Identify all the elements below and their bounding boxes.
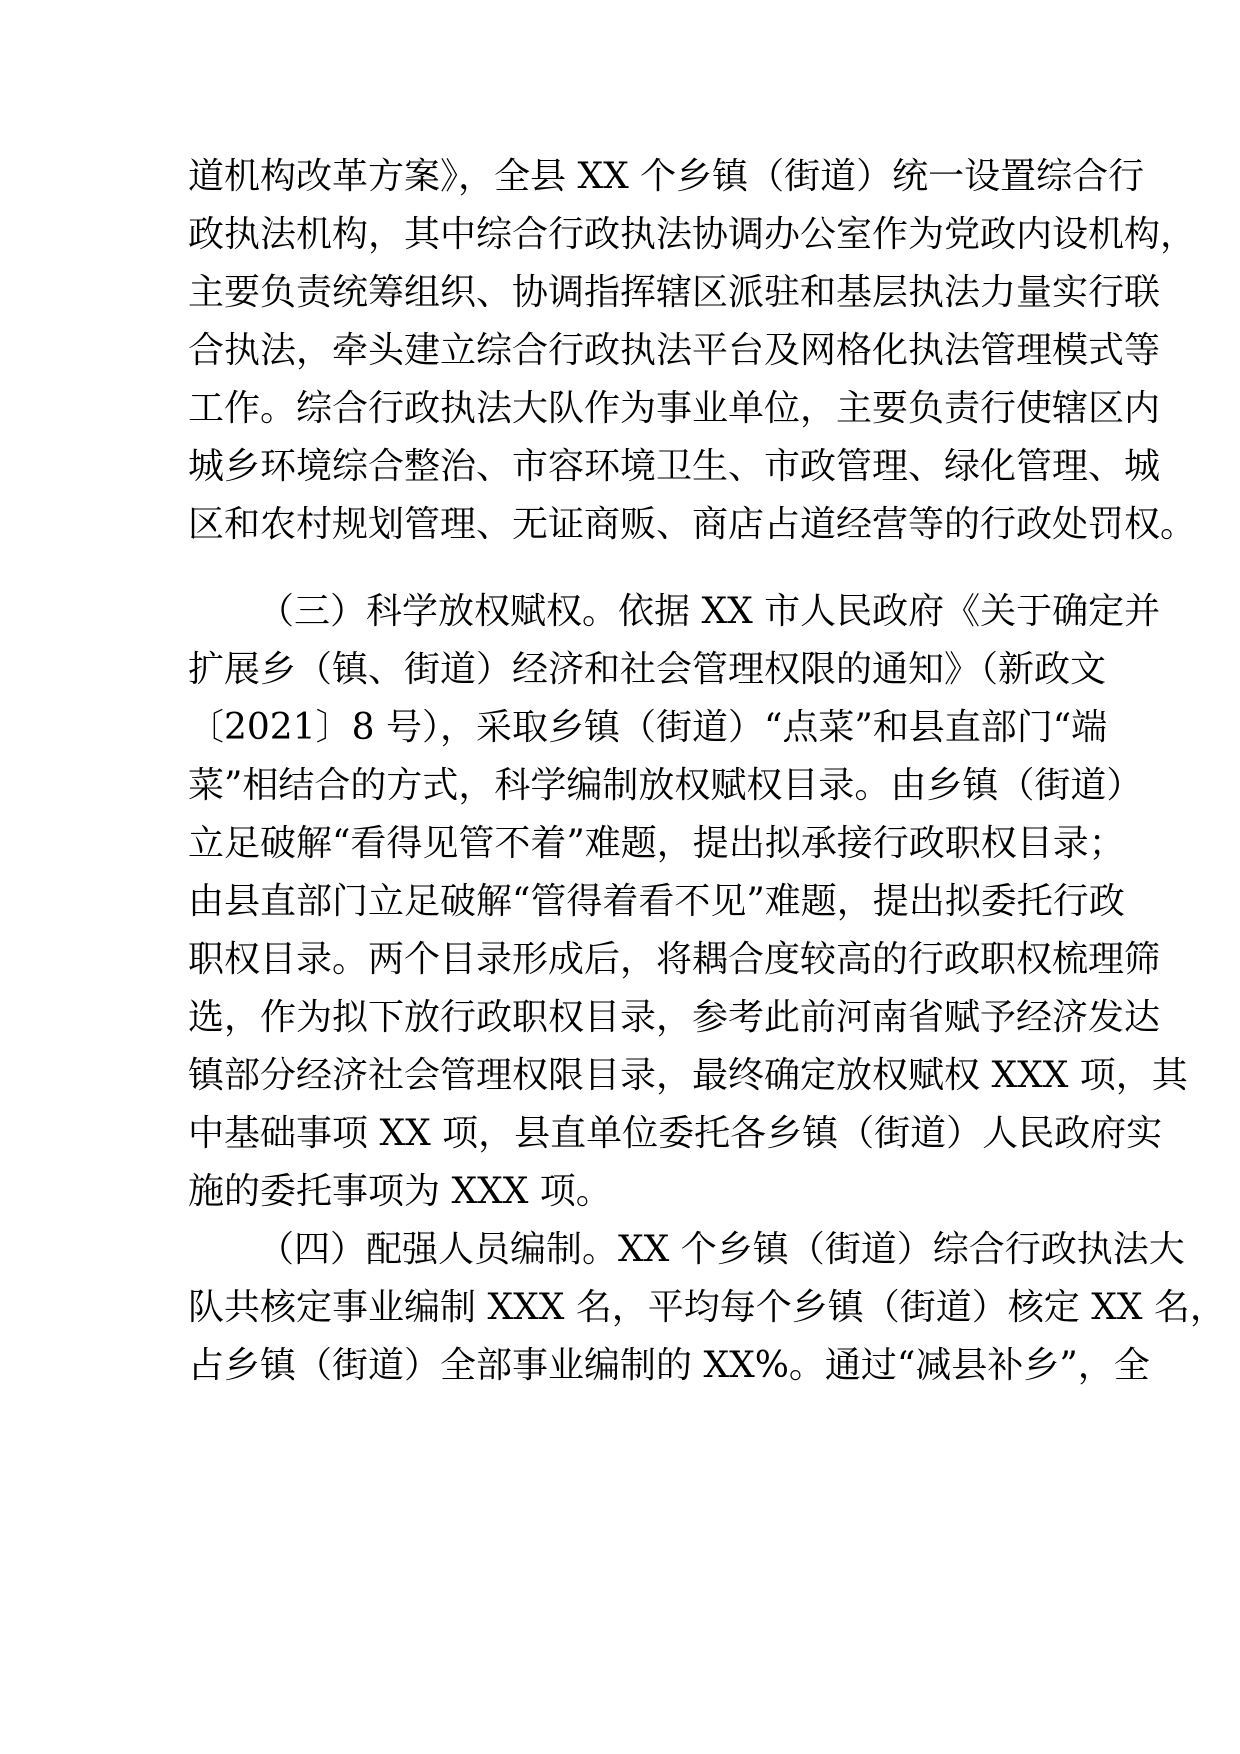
text-line: 立足破解“看得见管不着”难题，提出拟承接行政职权目录； [188, 823, 1125, 864]
text-line: 合执法，牵头建立综合行政执法平台及网格化执法管理模式等 [188, 330, 1161, 371]
text-line: 镇部分经济社会管理权限目录，最终确定放权赋权 XXX 项，其 [188, 1055, 1188, 1096]
text-line: 施的委托事项为 XXX 项。 [188, 1171, 612, 1212]
text-line: 队共核定事业编制 XXX 名，平均每个乡镇（街道）核定 XX 名， [188, 1287, 1226, 1328]
text-line: 城乡环境综合整治、市容环境卫生、市政管理、绿化管理、城 [188, 446, 1161, 487]
text-line: 道机构改革方案》，全县 XX 个乡镇（街道）统一设置综合行 [188, 156, 1145, 197]
text-line: 政执法机构，其中综合行政执法协调办公室作为党政内设机构， [188, 214, 1197, 255]
text-line: 〔2021〕8 号），采取乡镇（街道）“点菜”和县直部门“端 [188, 707, 1108, 748]
paragraph-first-line: （三）科学放权赋权。依据 XX 市人民政府《关于确定并 [258, 591, 1161, 632]
text-line: 菜”相结合的方式，科学编制放权赋权目录。由乡镇（街道） [188, 765, 1143, 806]
text-line: 中基础事项 XX 项，县直单位委托各乡镇（街道）人民政府实 [188, 1113, 1163, 1154]
text-line: 由县直部门立足破解“管得着看不见”难题，提出拟委托行政 [188, 881, 1125, 922]
text-line: 职权目录。两个目录形成后，将耦合度较高的行政职权梳理筛 [188, 939, 1161, 980]
text-line: 扩展乡（镇、街道）经济和社会管理权限的通知》（新政文 [188, 649, 1107, 690]
text-line: 占乡镇（街道）全部事业编制的 XX%。通过“减县补乡”，全 [188, 1345, 1150, 1386]
text-line: 工作。综合行政执法大队作为事业单位，主要负责行使辖区内 [188, 388, 1161, 429]
text-line: 区和农村规划管理、无证商贩、商店占道经营等的行政处罚权。 [188, 504, 1197, 545]
text-line: 选，作为拟下放行政职权目录，参考此前河南省赋予经济发达 [188, 997, 1161, 1038]
paragraph-first-line: （四）配强人员编制。XX 个乡镇（街道）综合行政执法大 [258, 1229, 1185, 1270]
text-line: 主要负责统筹组织、协调指挥辖区派驻和基层执法力量实行联 [188, 272, 1161, 313]
